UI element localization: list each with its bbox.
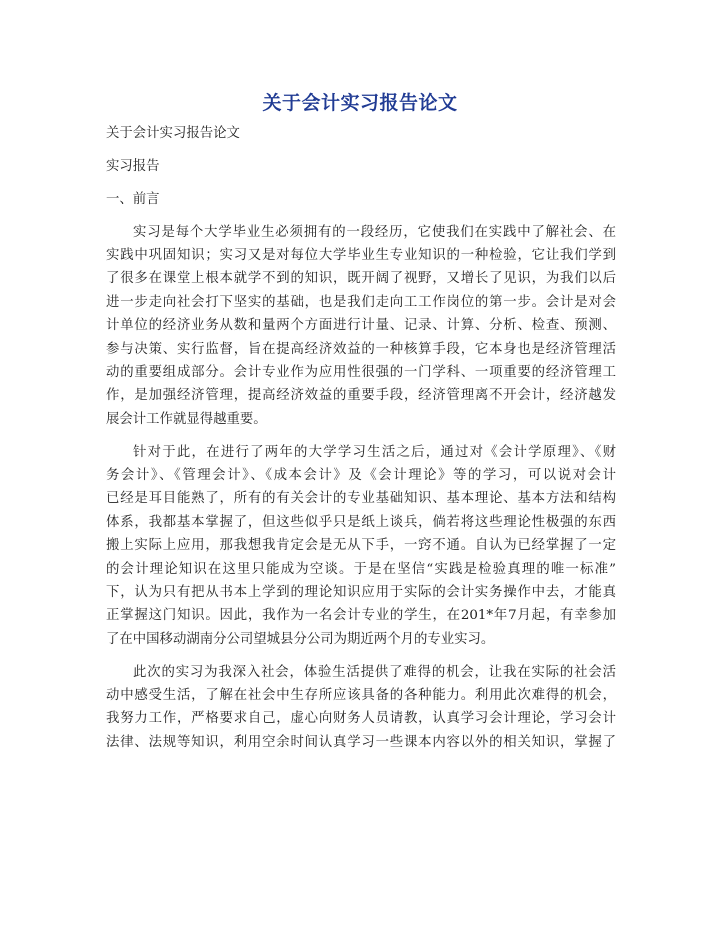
paragraph-line: 体系，我都基本掌握了，但这些似乎只是纸上谈兵，倘若将这些理论性极强的东西 bbox=[106, 514, 616, 530]
paragraph-3 bbox=[106, 661, 616, 755]
paragraph-line: 下，认为只有把从书本上学到的理论知识应用于实际的会计实务操作中去，才能真 bbox=[106, 585, 616, 601]
paragraph-line: 法律、法规等知识，利用空余时间认真学习一些课本内容以外的相关知识，掌握了 bbox=[106, 734, 616, 750]
paragraph-line: 实习是每个大学毕业生必须拥有的一段经历，它使我们在实践中了解社会、在 bbox=[133, 224, 616, 240]
paragraph-line: 动中感受生活，了解在社会中生存所应该具备的各种能力。利用此次难得的机会， bbox=[106, 688, 616, 704]
document-body bbox=[106, 122, 616, 754]
paragraph-line: 动的重要组成部分。会计专业作为应用性很强的一门学科、一项重要的经济管理工 bbox=[106, 365, 616, 381]
paragraph-line: 计单位的经济业务从数和量两个方面进行计量、记录、计算、分析、检查、预测、 bbox=[106, 318, 616, 334]
section-heading: 一、前言 bbox=[106, 191, 160, 207]
document-subtitle: 关于会计实习报告论文 bbox=[106, 126, 240, 141]
paragraph-line: 展会计工作就显得越重要。 bbox=[106, 411, 267, 427]
paragraph-line: 正掌握这门知识。因此，我作为一名会计专业的学生，在201*年7月起，有幸参加 bbox=[106, 608, 616, 624]
paragraph-line: 实践中巩固知识；实习又是对每位大学毕业生专业知识的一种检验，它让我们学到 bbox=[106, 248, 616, 264]
paragraph-line: 了很多在课堂上根本就学不到的知识，既开阔了视野，又增长了见识，为我们以后 bbox=[106, 271, 616, 287]
paragraph-line: 已经是耳目能熟了，所有的有关会计的专业基础知识、基本理论、基本方法和结构 bbox=[106, 491, 616, 507]
section-title: 实习报告 bbox=[106, 158, 160, 174]
paragraph-line: 进一步走向社会打下坚实的基础，也是我们走向工工作岗位的第一步。会计是对会 bbox=[106, 294, 616, 310]
paragraph-line: 搬上实际上应用，那我想我肯定会是无从下手，一窍不通。自认为已经掌握了一定 bbox=[106, 538, 616, 554]
paragraph-2 bbox=[106, 441, 616, 652]
paragraph-line: 此次的实习为我深入社会，体验生活提供了难得的机会，让我在实际的社会活 bbox=[133, 664, 616, 680]
paragraph-1 bbox=[106, 221, 616, 432]
paragraph-line: 了在中国移动湖南分公司望城县分公司为期近两个月的专业实习。 bbox=[106, 631, 495, 647]
paragraph-line: 务会计》、《管理会计》、《成本会计》及《会计理论》等的学习，可以说对会计 bbox=[106, 468, 616, 484]
paragraph-line: 作，是加强经济管理，提高经济效益的重要手段，经济管理离不开会计，经济越发 bbox=[106, 388, 616, 404]
paragraph-line: 参与决策、实行监督，旨在提高经济效益的一种核算手段，它本身也是经济管理活 bbox=[106, 341, 616, 357]
paragraph-line: 我努力工作，严格要求自己，虚心向财务人员请教，认真学习会计理论，学习会计 bbox=[106, 711, 616, 727]
paragraph-line: 的会计理论知识在这里只能成为空谈。于是在坚信“实践是检验真理的唯一标准” bbox=[106, 561, 616, 577]
paragraph-line: 针对于此，在进行了两年的大学学习生活之后，通过对《会计学原理》、《财 bbox=[133, 444, 616, 460]
document-title: 关于会计实习报告论文 bbox=[262, 92, 458, 114]
